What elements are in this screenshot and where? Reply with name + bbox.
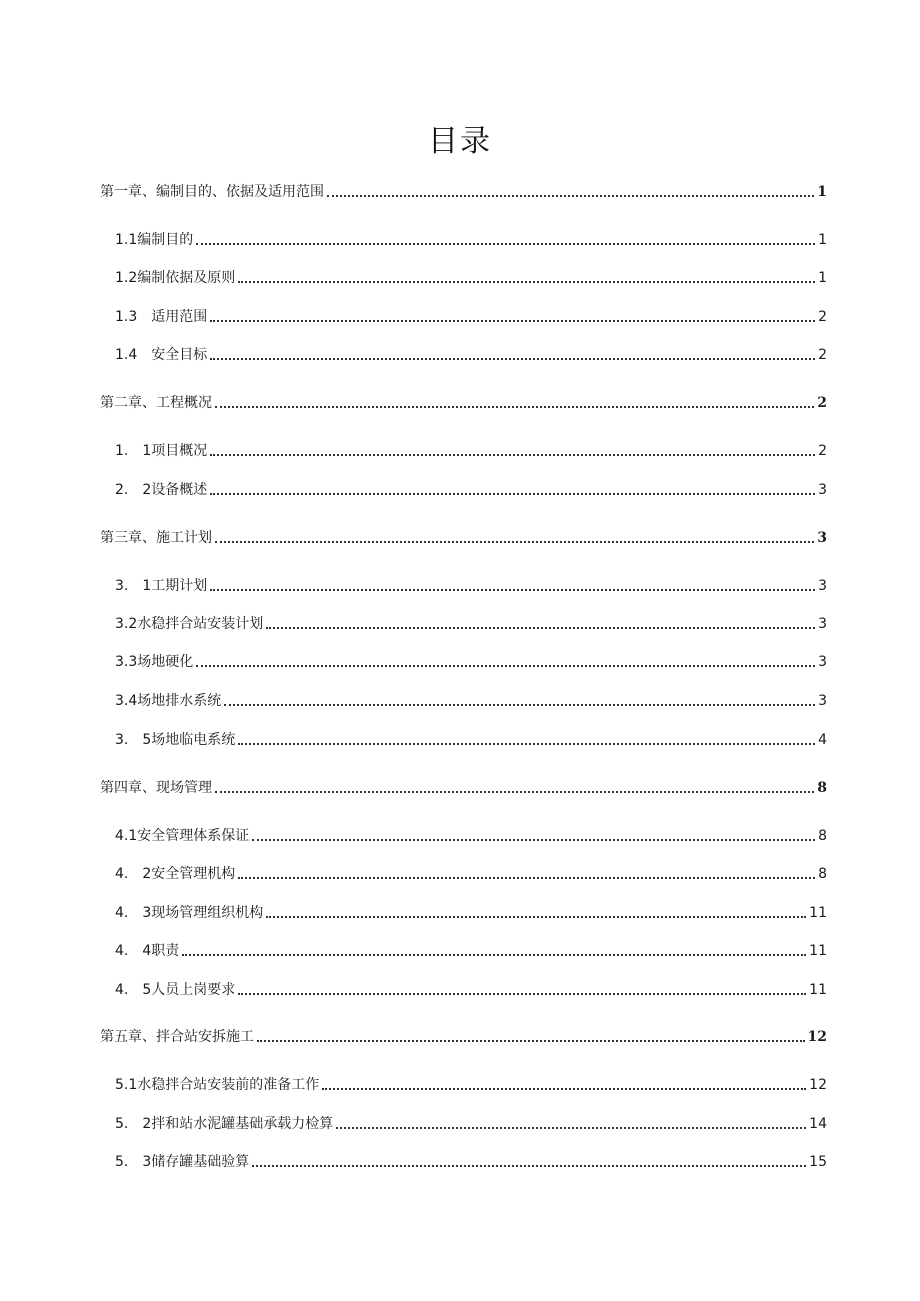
toc-dot-leader — [210, 320, 815, 322]
toc-dot-leader — [182, 954, 806, 956]
toc-page-number: 1 — [818, 270, 827, 286]
toc-page-number: 11 — [809, 905, 827, 921]
toc-chapter-2[interactable] — [100, 393, 827, 413]
toc-entry-title: 第二章、工程概况 — [100, 395, 212, 411]
toc-dot-leader — [336, 1127, 806, 1129]
toc-chapter-5[interactable] — [100, 1027, 827, 1047]
toc-entry-title: 4. 3现场管理组织机构 — [115, 905, 264, 921]
toc-entry-title: 4.1安全管理体系保证 — [115, 828, 250, 844]
toc-page-number: 3 — [817, 530, 827, 546]
toc-section-3-3[interactable] — [115, 652, 827, 672]
toc-dot-leader — [210, 358, 815, 360]
toc-entry-title: 3. 1工期计划 — [115, 578, 208, 594]
toc-entry-title: 5. 3储存罐基础验算 — [115, 1154, 250, 1170]
toc-page-number: 2 — [817, 395, 827, 411]
toc-page-number: 3 — [818, 578, 827, 594]
toc-section-5-1[interactable] — [115, 1075, 827, 1095]
toc-dot-leader — [238, 877, 815, 879]
toc-section-4-3[interactable] — [115, 903, 827, 923]
toc-entry-title: 3.3场地硬化 — [115, 654, 194, 670]
toc-entry-title: 5.1水稳拌合站安装前的准备工作 — [115, 1077, 320, 1093]
toc-dot-leader — [238, 281, 815, 283]
toc-page-number: 3 — [818, 616, 827, 632]
toc-dot-leader — [215, 541, 814, 543]
toc-dot-leader — [215, 791, 814, 793]
toc-section-1-1[interactable] — [115, 230, 827, 250]
toc-dot-leader — [210, 454, 815, 456]
toc-page-number: 12 — [809, 1077, 827, 1093]
toc-page-number: 4 — [818, 732, 827, 748]
toc-page-number: 3 — [818, 482, 827, 498]
toc-entry-title: 4. 5人员上岗要求 — [115, 982, 236, 998]
toc-page-number: 15 — [809, 1154, 827, 1170]
toc-section-1-2[interactable] — [115, 268, 827, 288]
toc-page-number: 2 — [818, 443, 827, 459]
toc-dot-leader — [210, 493, 815, 495]
toc-dot-leader — [252, 1165, 806, 1167]
toc-page-number: 8 — [818, 866, 827, 882]
toc-page-number: 11 — [809, 982, 827, 998]
toc-dot-leader — [257, 1040, 805, 1042]
toc-page-number: 2 — [818, 347, 827, 363]
toc-dot-leader — [215, 406, 814, 408]
toc-entry-title: 3.2水稳拌合站安装计划 — [115, 616, 264, 632]
toc-dot-leader — [266, 627, 815, 629]
toc-page-number: 8 — [818, 828, 827, 844]
toc-entry-title: 3. 5场地临电系统 — [115, 732, 236, 748]
toc-entry-title: 4. 4职责 — [115, 943, 180, 959]
toc-page-number: 2 — [818, 309, 827, 325]
toc-section-3-1[interactable] — [115, 576, 827, 596]
toc-page-number: 1 — [818, 232, 827, 248]
toc-section-4-5[interactable] — [115, 980, 827, 1000]
toc-section-3-5[interactable] — [115, 730, 827, 750]
toc-entry-title: 3.4场地排水系统 — [115, 693, 222, 709]
toc-page-number: 8 — [817, 780, 827, 796]
toc-dot-leader — [196, 665, 815, 667]
toc-section-4-1[interactable] — [115, 826, 827, 846]
toc-page-number: 1 — [817, 184, 827, 200]
toc-chapter-4[interactable] — [100, 778, 827, 798]
toc-entry-title: 第五章、拌合站安拆施工 — [100, 1029, 254, 1045]
toc-entry-title: 第一章、编制目的、依据及适用范围 — [100, 184, 324, 200]
toc-dot-leader — [238, 993, 806, 995]
toc-dot-leader — [210, 589, 815, 591]
toc-page-number: 12 — [807, 1029, 827, 1045]
toc-section-3-2[interactable] — [115, 614, 827, 634]
toc-page-number: 3 — [818, 693, 827, 709]
toc-dot-leader — [196, 243, 815, 245]
toc-section-5-3[interactable] — [115, 1152, 827, 1172]
toc-section-1-4[interactable] — [115, 345, 827, 365]
toc-entry-title: 1.2编制依据及原则 — [115, 270, 236, 286]
toc-page-number: 3 — [818, 654, 827, 670]
toc-entry-title: 5. 2拌和站水泥罐基础承载力检算 — [115, 1116, 334, 1132]
toc-entry-title: 1.1编制目的 — [115, 232, 194, 248]
toc-dot-leader — [238, 743, 815, 745]
toc-dot-leader — [252, 839, 815, 841]
toc-dot-leader — [266, 916, 806, 918]
toc-section-4-2[interactable] — [115, 864, 827, 884]
toc-section-2-2[interactable] — [115, 480, 827, 500]
toc-dot-leader — [322, 1088, 806, 1090]
toc-section-2-1[interactable] — [115, 441, 827, 461]
toc-entry-title: 1.4 安全目标 — [115, 347, 208, 363]
toc-chapter-3[interactable] — [100, 528, 827, 548]
toc-entry-title: 4. 2安全管理机构 — [115, 866, 236, 882]
toc-entry-title: 第四章、现场管理 — [100, 780, 212, 796]
toc-section-1-3[interactable] — [115, 307, 827, 327]
toc-entry-title: 1. 1项目概况 — [115, 443, 208, 459]
toc-page-number: 11 — [809, 943, 827, 959]
toc-dot-leader — [224, 704, 815, 706]
toc-section-3-4[interactable] — [115, 691, 827, 711]
toc-dot-leader — [327, 195, 814, 197]
page-title: 目录 — [428, 124, 492, 159]
toc-entry-title: 1.3 适用范围 — [115, 309, 208, 325]
toc-section-5-2[interactable] — [115, 1114, 827, 1134]
toc-section-4-4[interactable] — [115, 941, 827, 961]
toc-entry-title: 第三章、施工计划 — [100, 530, 212, 546]
toc-entry-title: 2. 2设备概述 — [115, 482, 208, 498]
toc-chapter-1[interactable] — [100, 182, 827, 202]
toc-page-number: 14 — [809, 1116, 827, 1132]
